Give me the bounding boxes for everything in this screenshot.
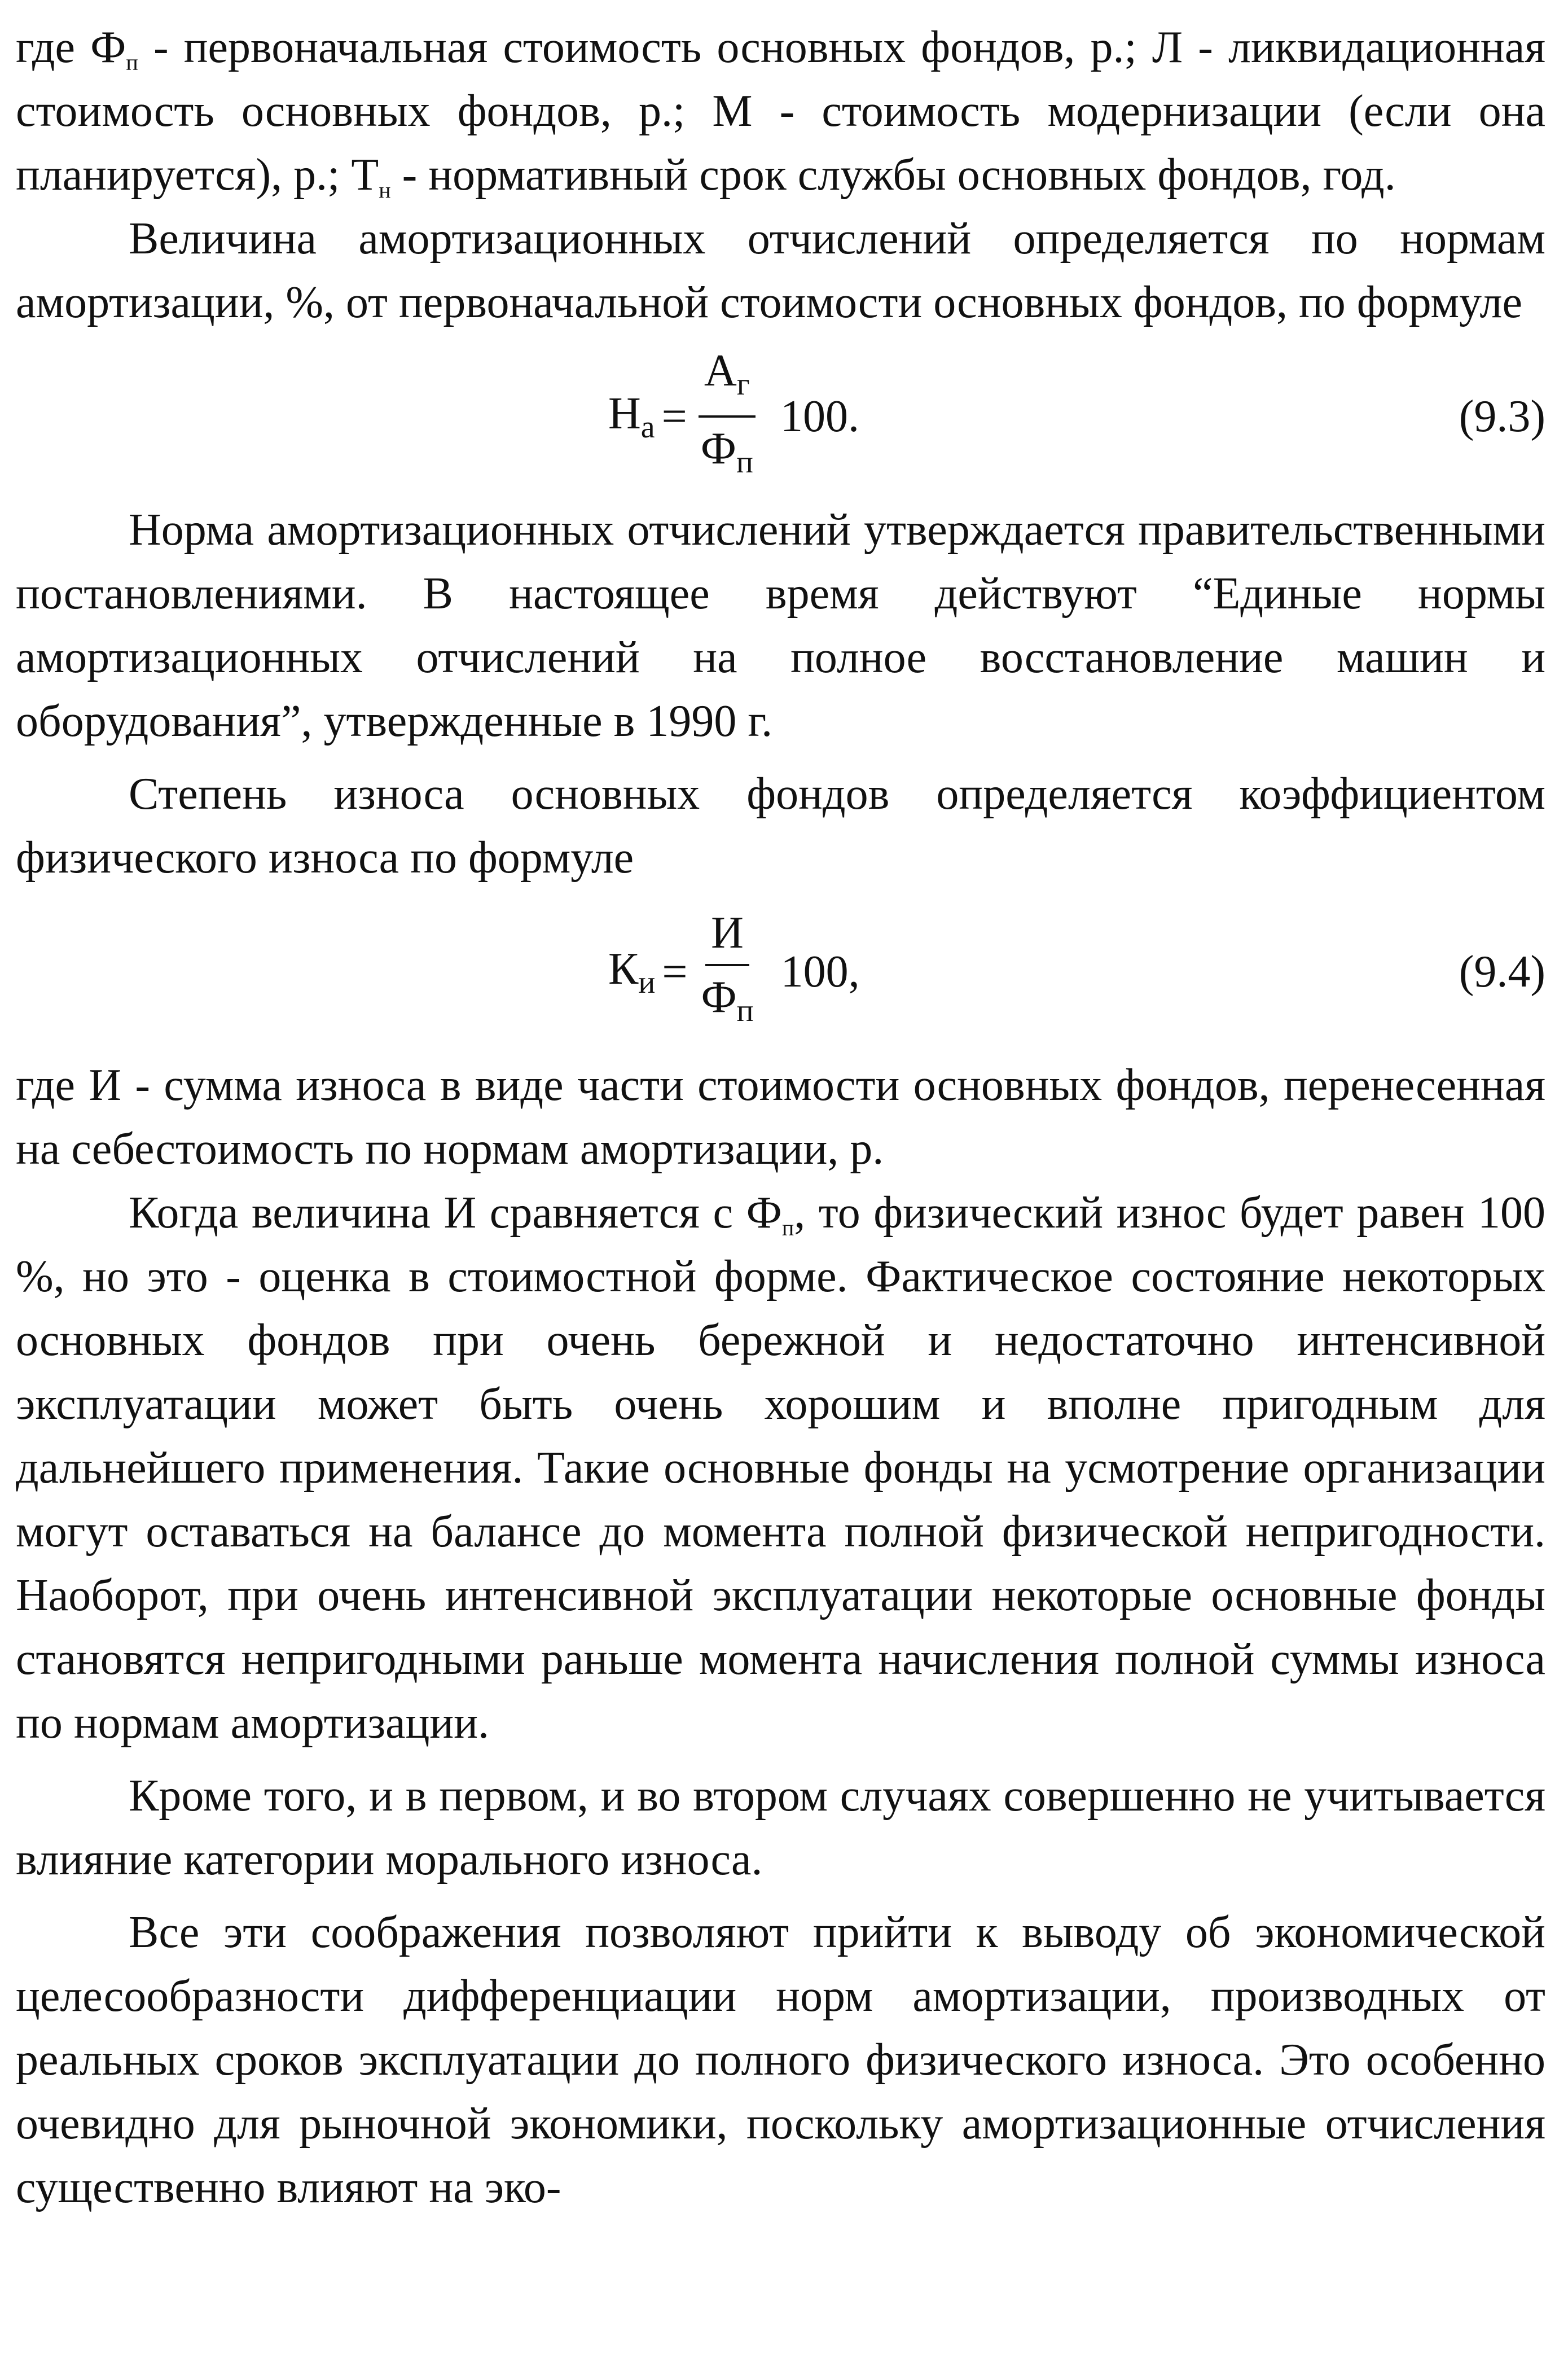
paragraph-wear-degree: Степень износа основных фондов определяется коэффициентом физического износа по формуле [16,769,1545,883]
paragraph-moral-wear: Кроме того, и в первом, и во втором случаях совершенно не учитывается влияние категории морального износа. [16,1771,1545,1884]
formula-fraction [695,902,759,1042]
subscript: п [781,1215,794,1240]
numerator-symbol: А [704,346,737,396]
formula-body [608,890,860,1054]
formula-lhs-subscript: а [640,409,655,445]
formula-lhs [608,944,655,1001]
text-run: - первоначальная стоимость основных фондов, р.; Л - ликвидационная стоимость основных фондов, р.; М - стоимость модернизации (если она планируется), р.; Т [16,23,1545,200]
paragraph-amortization-intro: Величина амортизационных отчислений определяется по нормам амортизации, %, от первоначальной стоимости основных фондов, по формуле [16,214,1545,327]
formula-equals: = [661,391,687,441]
paragraph-conclusion: Все эти соображения позволяют прийти к выводу об экономической целесообразности дифференциации норм амортизации, производных от реальных сроков эксплуатации до полного физического износа. Это особенно очевидно для рыночной экономики, поскольку амортизационные отчисления существенно влияют на эко- [16,1908,1545,2212]
formula-9-4 [16,890,1545,1054]
subscript: н [379,177,391,203]
text-run: - нормативный срок службы основных фондов, год. [390,150,1396,200]
denominator-symbol: Ф [701,972,737,1022]
formula-multiplier: 100. [780,391,859,441]
formula-equals: = [662,946,688,997]
paragraph-norm-approval: Норма амортизационных отчислений утверждается правительственными постановлениями. В настоящее время действуют “Единые нормы амортизационных отчислений на полное восстановление машин и оборудования”, утвержденные в 1990 г. [16,505,1545,746]
formula-body [608,335,859,498]
formula-lhs-symbol: К [608,944,639,994]
subscript: п [126,50,138,75]
denominator-subscript: п [736,445,753,480]
formula-fraction [695,340,759,493]
text-run: Когда величина И сравняется с Ф [129,1188,782,1238]
formula-lhs [608,388,655,445]
formula-number: (9.3) [1459,391,1545,441]
fraction-numerator [699,340,756,418]
paragraph-wear-definition: где И - сумма износа в виде части стоимости основных фондов, перенесенная на себестоимость по нормам амортизации, р. [16,1060,1545,1174]
formula-lhs-symbol: Н [608,388,641,439]
fraction-denominator [695,966,759,1042]
denominator-subscript: п [736,993,754,1028]
formula-lhs-subscript: и [638,965,656,1000]
paragraph-definitions [16,16,1545,207]
formula-9-3 [16,335,1545,498]
numerator-symbol: И [711,908,744,958]
denominator-symbol: Ф [700,424,736,474]
text-run: , то физический износ будет равен 100 %, но это - оценка в стоимостной форме. Фактическое состояние некоторых основных фондов при очень бережной и недостаточно интенсивной эксплуатации может быть очень хорошим и вполне пригодным для дальнейшего применения. Такие основные фонды на усмотрение организации могут оставаться на балансе до момента полной физической непригодности. Наоборот, при очень интенсивной эксплуатации некоторые основные фонды становятся непригодными раньше момента начисления полной суммы износа по нормам амортизации. [16,1188,1545,1748]
fraction-denominator [695,418,759,493]
formula-multiplier: 100, [780,946,860,997]
numerator-subscript: г [736,367,750,402]
text-run: где Ф [16,23,126,72]
formula-number: (9.4) [1459,946,1545,997]
paragraph-physical-wear [16,1181,1545,1755]
fraction-numerator [705,902,749,966]
